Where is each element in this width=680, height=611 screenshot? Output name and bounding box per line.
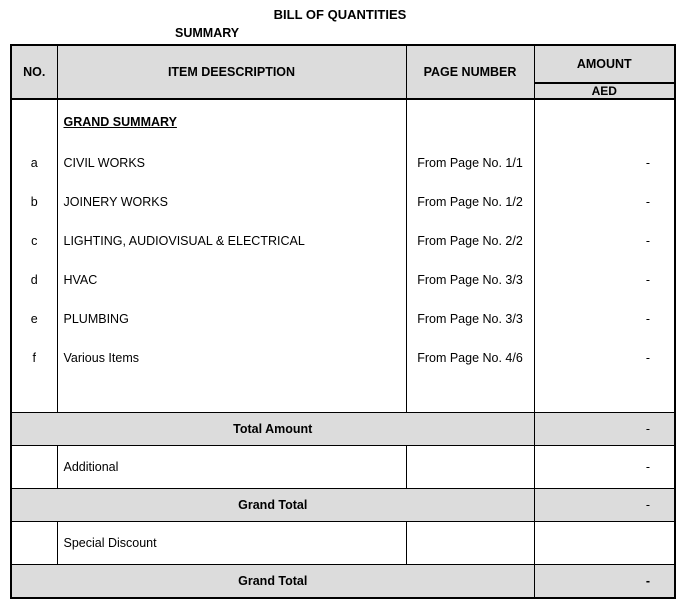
total-amount-label: Total Amount [11,413,534,446]
grand-total-value: - [534,489,675,522]
item-page-number: From Page No. 3/3 [417,273,523,287]
special-discount-amount [534,522,675,565]
grand-total-row [11,489,675,522]
final-grand-total-label: Grand Total [11,565,534,599]
total-amount-value: - [534,413,675,446]
header-row [11,45,675,83]
item-no-f: f [32,351,36,365]
item-no-b: b [30,195,38,209]
header-page-number: PAGE NUMBER [406,45,534,99]
item-amount: - [645,234,650,248]
items-block [11,99,675,413]
grand-total-label: Grand Total [11,489,534,522]
boq-summary-table [10,44,676,599]
item-description: Various Items [63,351,139,365]
final-grand-total-value: - [534,565,675,599]
special-discount-label: Special Discount [57,522,406,565]
final-grand-total-row [11,565,675,599]
header-amount: AMOUNT [534,45,675,83]
additional-page [406,446,534,489]
item-amount: - [645,156,650,170]
total-amount-row [11,413,675,446]
items-amount-column [534,99,675,413]
item-page-number: From Page No. 2/2 [417,234,523,248]
item-no-e: e [30,312,38,326]
section-heading: GRAND SUMMARY [63,115,177,129]
additional-no [11,446,57,489]
additional-label: Additional [57,446,406,489]
item-page-number: From Page No. 4/6 [417,351,523,365]
item-description: PLUMBING [63,312,129,326]
header-description: ITEM DEESCRIPTION [57,45,406,99]
document-subtitle: SUMMARY [175,26,240,40]
item-no-c: c [31,234,38,248]
item-description: JOINERY WORKS [63,195,168,209]
items-no-column [11,99,57,413]
items-description-column [57,99,406,413]
item-amount: - [645,351,650,365]
item-amount: - [645,273,650,287]
item-amount: - [645,195,650,209]
special-discount-row [11,522,675,565]
document-title: BILL OF QUANTITIES [273,7,407,22]
header-no: NO. [11,45,57,99]
item-amount: - [645,312,650,326]
header-currency: AED [534,83,675,99]
item-description: CIVIL WORKS [63,156,145,170]
item-page-number: From Page No. 1/2 [417,195,523,209]
item-description: LIGHTING, AUDIOVISUAL & ELECTRICAL [63,234,305,248]
additional-row [11,446,675,489]
special-discount-no [11,522,57,565]
item-page-number: From Page No. 3/3 [417,312,523,326]
item-no-a: a [30,156,38,170]
special-discount-page [406,522,534,565]
item-page-number: From Page No. 1/1 [417,156,523,170]
item-no-d: d [30,273,38,287]
items-page-column [406,99,534,413]
item-description: HVAC [63,273,98,287]
additional-amount: - [534,446,675,489]
